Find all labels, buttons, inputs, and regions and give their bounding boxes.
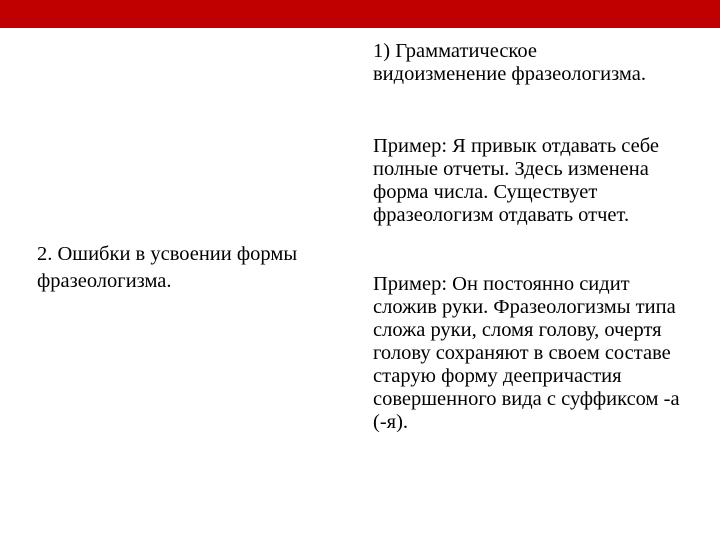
top-accent-bar — [0, 0, 720, 28]
example-paragraph-1: Пример: Я привык отдавать себе полные отчеты. Здесь изменена форма числа. Существует фразеологизм отдавать отчет. — [373, 135, 660, 226]
content-table — [30, 28, 692, 540]
example-paragraph-2: Пример: Он постоянно сидит сложив руки. Фразеологизмы типа сложа руки, сломя голову, очертя голову сохраняют в своем составе старую форму деепричастия совершенного вида с суффиксом -а (-я). — [373, 273, 680, 433]
grammatical-change-item: 1) Грамматическое видоизменение фразеологизма. — [373, 40, 646, 85]
error-category-heading: 2. Ошибки в усвоении формы фразеологизма. — [37, 243, 298, 292]
left-cell — [30, 28, 366, 508]
